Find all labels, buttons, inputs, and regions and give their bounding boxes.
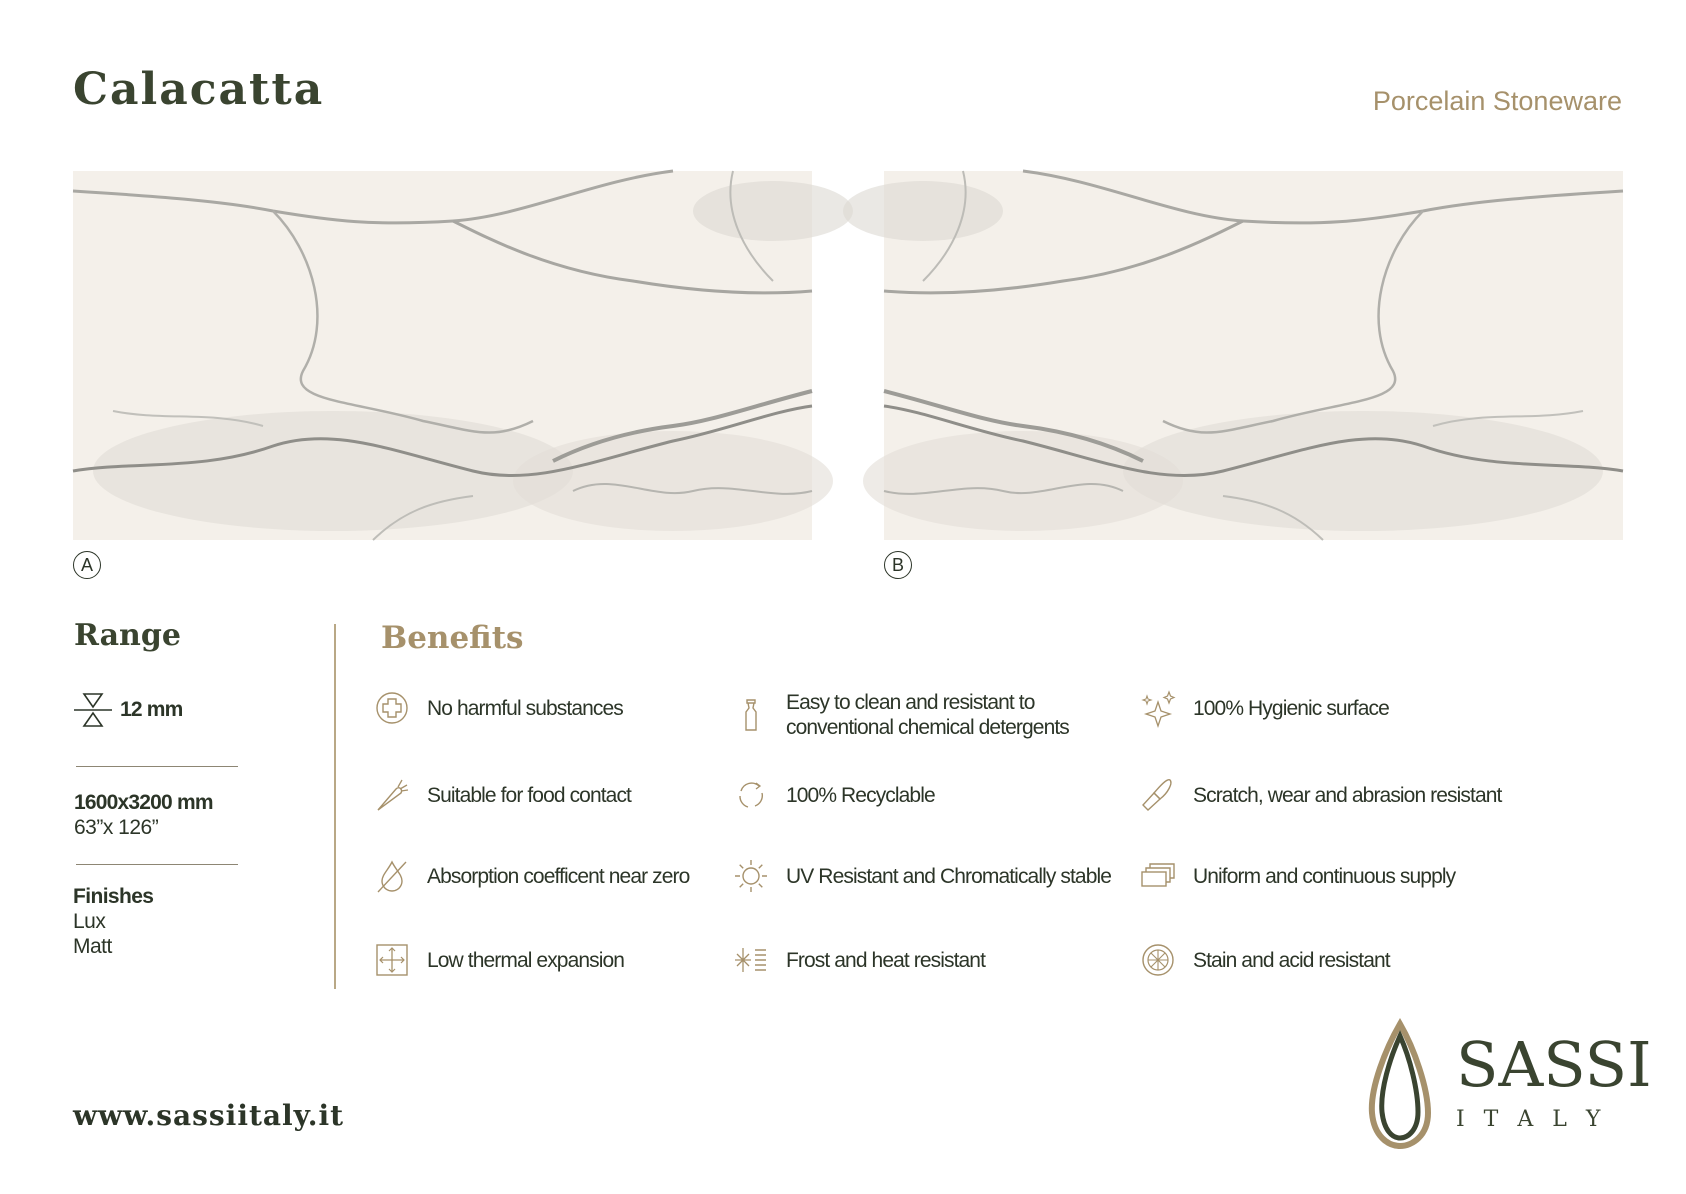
no-drop-icon	[374, 858, 410, 894]
frost-heat-icon	[733, 942, 769, 978]
benefit-item	[374, 858, 689, 894]
benefit-item	[374, 942, 624, 978]
carrot-icon	[374, 777, 410, 813]
sassi-italy-logo	[1366, 1018, 1652, 1148]
thickness-row	[74, 690, 183, 730]
benefit-item	[1140, 942, 1390, 978]
benefit-label: No harmful substances	[427, 696, 623, 720]
sun-icon	[733, 858, 769, 894]
benefit-label: UV Resistant and Chromatically stable	[786, 864, 1112, 888]
finishes-label: Finishes	[73, 885, 154, 908]
recycle-icon	[733, 777, 769, 813]
benefit-label: Scratch, wear and abrasion resistant	[1193, 783, 1502, 807]
thickness-icon	[74, 691, 112, 729]
range-divider	[76, 766, 238, 767]
benefit-item	[374, 777, 631, 813]
section-divider	[334, 624, 336, 989]
page-title: Calacatta	[73, 64, 325, 115]
benefit-label: Suitable for food contact	[427, 783, 631, 807]
benefit-label: Low thermal expansion	[427, 948, 625, 972]
benefit-item	[733, 858, 1111, 894]
benefit-label: Frost and heat resistant	[786, 948, 986, 972]
benefits-heading: Benefits	[381, 620, 524, 656]
benefit-item	[1140, 858, 1455, 894]
benefit-label: 100% Recyclable	[786, 783, 935, 807]
range-divider	[76, 864, 238, 865]
benefit-item	[374, 690, 623, 726]
website-url[interactable]: www.sassiitaly.it	[73, 1099, 345, 1132]
size-inches: 63”x 126”	[74, 816, 159, 839]
marble-slab-image-a	[73, 171, 812, 540]
benefit-label: Uniform and continuous supply	[1193, 864, 1456, 888]
slab-a-marker: A	[73, 551, 101, 579]
size-mm: 1600x3200 mm	[74, 791, 213, 814]
benefit-item	[733, 942, 985, 978]
benefit-item	[1140, 690, 1389, 726]
spray-bottle-icon	[733, 697, 769, 733]
benefit-label: Stain and acid resistant	[1193, 948, 1390, 972]
range-heading: Range	[74, 618, 181, 653]
logo-tagline: I T A L Y	[1456, 1107, 1607, 1132]
knife-icon	[1140, 777, 1176, 813]
cross-circle-icon	[374, 690, 410, 726]
benefit-label: Easy to clean and resistant to conventional chemical detergents	[786, 691, 1069, 739]
benefit-label: 100% Hygienic surface	[1193, 696, 1389, 720]
benefit-item	[733, 777, 935, 813]
citrus-icon	[1140, 942, 1176, 978]
benefit-label: Absorption coefficent near zero	[427, 864, 690, 888]
finish-item: Lux	[73, 910, 106, 933]
logo-brand: SASSI	[1456, 1028, 1652, 1101]
stacked-slabs-icon	[1140, 858, 1176, 894]
benefit-item	[1140, 777, 1501, 813]
expansion-grid-icon	[374, 942, 410, 978]
thickness-value: 12 mm	[120, 698, 183, 721]
slab-b-marker: B	[884, 551, 912, 579]
benefit-item	[733, 690, 1069, 740]
page-subtitle: Porcelain Stoneware	[1372, 86, 1622, 116]
sparkle-icon	[1140, 690, 1176, 726]
finish-item: Matt	[73, 935, 112, 958]
marble-slab-image-b	[884, 171, 1623, 540]
